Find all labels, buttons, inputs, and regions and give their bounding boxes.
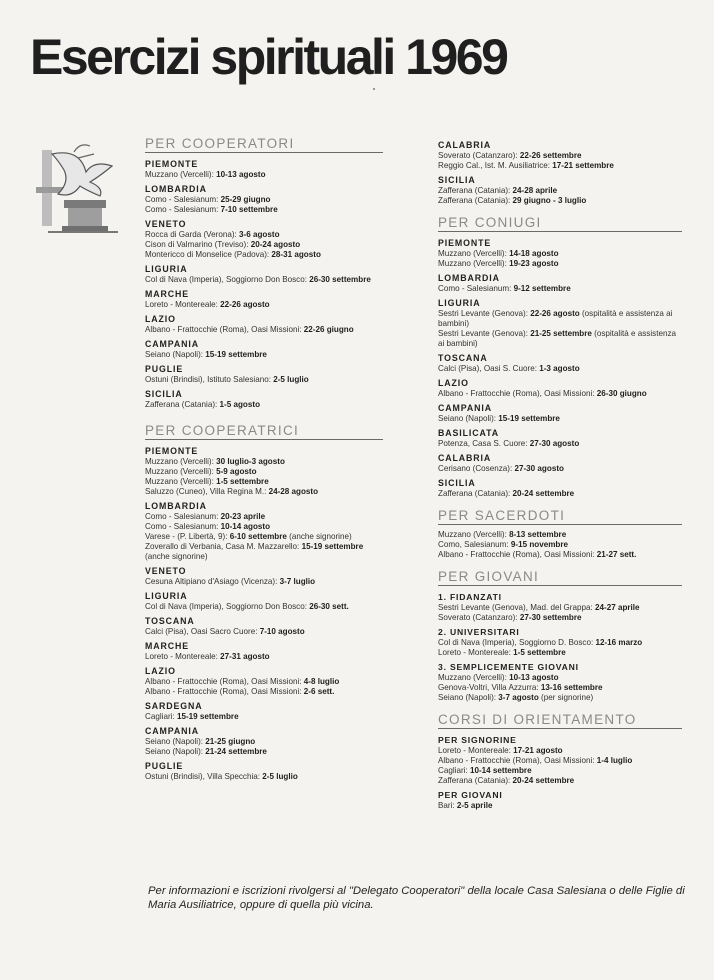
venue-text: Col di Nava (Imperia), Soggiorno D. Bosco: bbox=[438, 638, 596, 647]
schedule-line bbox=[145, 250, 383, 260]
date-text: 28-31 agosto bbox=[271, 250, 321, 259]
schedule-line bbox=[145, 477, 383, 487]
schedule-line bbox=[145, 772, 383, 782]
schedule-line bbox=[145, 747, 383, 757]
venue-text: Zafferana (Catania): bbox=[438, 196, 513, 205]
venue-text: Muzzano (Vercelli): bbox=[145, 467, 217, 476]
schedule-line bbox=[145, 677, 383, 687]
schedule-line bbox=[438, 540, 682, 550]
schedule-line bbox=[145, 712, 383, 722]
schedule-line bbox=[438, 161, 682, 171]
region-heading: LIGURIA bbox=[145, 264, 188, 274]
schedule-line bbox=[438, 673, 682, 683]
venue-text: Cagliari: bbox=[438, 766, 470, 775]
venue-text: Seiano (Napoli): bbox=[438, 693, 499, 702]
region-heading: LIGURIA bbox=[438, 298, 481, 308]
venue-text: Loreto - Montereale: bbox=[438, 648, 514, 657]
date-text: 19-23 agosto bbox=[509, 259, 559, 268]
venue-text: Como - Salesianum: bbox=[145, 205, 221, 214]
schedule-line bbox=[145, 195, 383, 205]
page-title: Esercizi spirituali 1969 bbox=[30, 29, 507, 85]
schedule-line bbox=[438, 151, 682, 161]
region-heading: LAZIO bbox=[145, 666, 176, 676]
date-text: 20-24 agosto bbox=[250, 240, 301, 249]
region-heading: CAMPANIA bbox=[438, 403, 492, 413]
venue-text: Bari: bbox=[438, 801, 457, 810]
schedule-line bbox=[438, 613, 682, 623]
date-text: 14-18 agosto bbox=[509, 249, 559, 258]
venue-text: Cagliari: bbox=[145, 712, 177, 721]
schedule-line bbox=[145, 400, 383, 410]
venue-text: Cison di Valmarino (Treviso): bbox=[145, 240, 251, 249]
venue-text: Como - Salesianum: bbox=[145, 522, 221, 531]
schedule-line bbox=[438, 648, 682, 658]
venue-text: Reggio Cal., Ist. M. Ausiliatrice: bbox=[438, 161, 553, 170]
date-text: 22-26 giugno bbox=[303, 325, 354, 334]
schedule-line bbox=[438, 756, 682, 766]
venue-text: Loreto - Montereale: bbox=[145, 652, 221, 661]
date-text: 26-30 giugno bbox=[596, 389, 647, 398]
schedule-line bbox=[145, 522, 383, 532]
venue-text: Loreto - Montereale: bbox=[438, 746, 514, 755]
region-heading: PUGLIE bbox=[145, 761, 184, 771]
date-text: 7-10 agosto bbox=[259, 627, 305, 636]
schedule-line bbox=[438, 693, 682, 703]
region-heading: CALABRIA bbox=[438, 453, 492, 463]
region-heading: LAZIO bbox=[438, 378, 469, 388]
schedule-line bbox=[438, 683, 682, 693]
schedule-line bbox=[438, 414, 682, 424]
venue-text: Zafferana (Catania): bbox=[145, 400, 220, 409]
venue-text: Albano - Frattocchie (Roma), Oasi Missioni: bbox=[145, 687, 304, 696]
date-text: 1-5 settembre bbox=[216, 477, 269, 486]
venue-text: Zafferana (Catania): bbox=[438, 776, 513, 785]
schedule-line bbox=[145, 602, 383, 612]
date-text: 30 luglio-3 agosto bbox=[216, 457, 285, 466]
region-heading: TOSCANA bbox=[438, 353, 488, 363]
schedule-line bbox=[145, 487, 383, 497]
venue-text: Como, Salesianum: bbox=[438, 540, 511, 549]
date-text: 4-8 luglio bbox=[303, 677, 340, 686]
date-text: 15-19 settembre bbox=[301, 542, 364, 551]
venue-text: Varese - (P. Libertà, 9): bbox=[145, 532, 230, 541]
region-heading: SICILIA bbox=[438, 478, 476, 488]
schedule-line bbox=[145, 652, 383, 662]
schedule-line bbox=[145, 512, 383, 522]
date-text: 21-27 sett. bbox=[596, 550, 637, 559]
schedule-line bbox=[438, 309, 682, 329]
schedule-line bbox=[145, 542, 383, 562]
region-heading: LOMBARDIA bbox=[145, 501, 207, 511]
venue-text: Rocca di Garda (Verona): bbox=[145, 230, 240, 239]
date-text: 10-14 settembre bbox=[469, 766, 532, 775]
date-text: 24-28 aprile bbox=[512, 186, 558, 195]
venue-text: Ostuni (Brindisi), Istituto Salesiano: bbox=[145, 375, 274, 384]
section-heading: PER CONIUGI bbox=[438, 215, 682, 232]
date-text: 25-29 giugno bbox=[220, 195, 271, 204]
category-heading: 1. FIDANZATI bbox=[438, 592, 502, 602]
date-text: 24-28 agosto bbox=[268, 487, 319, 496]
date-text: 27-30 agosto bbox=[514, 464, 564, 473]
date-text: 2-5 aprile bbox=[456, 801, 493, 810]
region-heading: SARDEGNA bbox=[145, 701, 203, 711]
venue-text: Sestri Levante (Genova), Mad. del Grappa: bbox=[438, 603, 596, 612]
region-heading: VENETO bbox=[145, 219, 187, 229]
dove-emblem-icon bbox=[34, 138, 126, 236]
venue-text: Genova-Voltri, Villa Azzurra: bbox=[438, 683, 541, 692]
schedule-line bbox=[438, 284, 682, 294]
region-heading: CAMPANIA bbox=[145, 726, 199, 736]
schedule-line bbox=[145, 737, 383, 747]
date-text: 22-26 settembre bbox=[519, 151, 582, 160]
date-text: 3-7 agosto bbox=[498, 693, 539, 702]
venue-text: Muzzano (Vercelli): bbox=[145, 457, 217, 466]
venue-text: Soverato (Catanzaro): bbox=[438, 151, 520, 160]
region-heading: LOMBARDIA bbox=[145, 184, 207, 194]
note-text: (ospitalità e assistenza ai bambini) bbox=[438, 329, 677, 348]
date-text: 2-5 luglio bbox=[273, 375, 309, 384]
section-heading: PER COOPERATRICI bbox=[145, 423, 383, 440]
date-text: 20-24 settembre bbox=[512, 489, 575, 498]
date-text: 21-24 settembre bbox=[205, 747, 267, 756]
date-text: 2-6 sett. bbox=[303, 687, 335, 696]
venue-text: Muzzano (Vercelli): bbox=[438, 259, 510, 268]
schedule-line bbox=[145, 457, 383, 467]
venue-text: Sestri Levante (Genova): bbox=[438, 329, 531, 338]
venue-text: Albano - Frattocchie (Roma), Oasi Missioni: bbox=[438, 756, 597, 765]
region-heading: PIEMONTE bbox=[438, 238, 492, 248]
region-heading: MARCHE bbox=[145, 641, 190, 651]
venue-text: Ostuni (Brindisi), Villa Specchia: bbox=[145, 772, 263, 781]
note-text: (anche signorine) bbox=[286, 532, 352, 541]
date-text: 10-13 agosto bbox=[509, 673, 559, 682]
schedule-line bbox=[145, 532, 383, 542]
region-heading: PIEMONTE bbox=[145, 446, 199, 456]
venue-text: Muzzano (Vercelli): bbox=[438, 530, 510, 539]
date-text: 1-5 settembre bbox=[513, 648, 566, 657]
note-text: (anche signorine) bbox=[145, 552, 208, 561]
note-text: (per signorine) bbox=[538, 693, 594, 702]
right-column bbox=[438, 136, 682, 811]
date-text: 22-26 agosto bbox=[220, 300, 270, 309]
schedule-line bbox=[438, 550, 682, 560]
venue-text: Como - Salesianum: bbox=[145, 195, 221, 204]
section-heading: PER COOPERATORI bbox=[145, 136, 383, 153]
venue-text: Como - Salesianum: bbox=[438, 284, 514, 293]
date-text: 24-27 aprile bbox=[595, 603, 640, 612]
venue-text: Cesuna Altipiano d'Asiago (Vicenza): bbox=[145, 577, 280, 586]
schedule-line bbox=[438, 259, 682, 269]
schedule-line bbox=[438, 389, 682, 399]
venue-text: Seiano (Napoli): bbox=[145, 747, 206, 756]
schedule-line bbox=[438, 638, 682, 648]
region-heading: SICILIA bbox=[438, 175, 476, 185]
region-heading: LOMBARDIA bbox=[438, 273, 500, 283]
region-heading: TOSCANA bbox=[145, 616, 195, 626]
schedule-line bbox=[145, 687, 383, 697]
left-column bbox=[145, 136, 383, 782]
category-heading: 3. SEMPLICEMENTE GIOVANI bbox=[438, 662, 579, 672]
region-heading: CAMPANIA bbox=[145, 339, 199, 349]
venue-text: Saluzzo (Cuneo), Villa Regina M.: bbox=[145, 487, 269, 496]
venue-text: Potenza, Casa S. Cuore: bbox=[438, 439, 530, 448]
date-text: 1-4 luglio bbox=[596, 756, 633, 765]
schedule-line bbox=[145, 275, 383, 285]
venue-text: Albano - Frattocchie (Roma), Oasi Missioni: bbox=[438, 550, 597, 559]
date-text: 5-9 agosto bbox=[216, 467, 257, 476]
category-heading: 2. UNIVERSITARI bbox=[438, 627, 520, 637]
date-text: 21-25 settembre bbox=[530, 329, 592, 338]
date-text: 22-26 agosto bbox=[530, 309, 580, 318]
region-heading: CALABRIA bbox=[438, 140, 492, 150]
schedule-line bbox=[145, 467, 383, 477]
venue-text: Muzzano (Vercelli): bbox=[145, 170, 217, 179]
date-text: 21-25 giugno bbox=[205, 737, 256, 746]
date-text: 17-21 settembre bbox=[552, 161, 614, 170]
date-text: 9-12 settembre bbox=[513, 284, 571, 293]
region-heading: MARCHE bbox=[145, 289, 190, 299]
schedule-line bbox=[438, 439, 682, 449]
venue-text: Zafferana (Catania): bbox=[438, 489, 513, 498]
section-heading: CORSI DI ORIENTAMENTO bbox=[438, 712, 682, 729]
venue-text: Zafferana (Catania): bbox=[438, 186, 513, 195]
schedule-line bbox=[438, 329, 682, 349]
region-heading: SICILIA bbox=[145, 389, 183, 399]
region-heading: LAZIO bbox=[145, 314, 176, 324]
print-speck bbox=[373, 88, 375, 90]
venue-text: Seiano (Napoli): bbox=[145, 737, 206, 746]
schedule-line bbox=[438, 196, 682, 206]
date-text: 17-21 agosto bbox=[513, 746, 563, 755]
venue-text: Albano - Frattocchie (Roma), Oasi Missioni: bbox=[145, 325, 304, 334]
date-text: 1-3 agosto bbox=[539, 364, 580, 373]
date-text: 6-10 settembre bbox=[229, 532, 287, 541]
schedule-line bbox=[438, 364, 682, 374]
date-text: 2-5 luglio bbox=[262, 772, 298, 781]
schedule-line bbox=[145, 170, 383, 180]
date-text: 12-16 marzo bbox=[595, 638, 643, 647]
venue-text: Zoverallo di Verbania, Casa M. Mazzarello: bbox=[145, 542, 302, 551]
date-text: 26-30 sett. bbox=[309, 602, 349, 611]
footer-note: Per informazioni e iscrizioni rivolgersi al "Delegato Cooperatori" della locale Casa Salesiana o delle Figlie di Maria Ausiliatrice, oppure di quella più vicina. bbox=[148, 885, 685, 911]
date-text: 15-19 settembre bbox=[176, 712, 239, 721]
section-heading: PER SACERDOTI bbox=[438, 508, 682, 525]
date-text: 3-6 agosto bbox=[239, 230, 280, 239]
schedule-line bbox=[438, 464, 682, 474]
date-text: 27-30 agosto bbox=[529, 439, 580, 448]
date-text: 20-24 settembre bbox=[512, 776, 575, 785]
venue-text: Soverato (Catanzaro): bbox=[438, 613, 520, 622]
schedule-line bbox=[438, 776, 682, 786]
schedule-line bbox=[438, 801, 682, 811]
section-heading: PER GIOVANI bbox=[438, 569, 682, 586]
date-text: 13-16 settembre bbox=[540, 683, 603, 692]
venue-text: Loreto - Montereale: bbox=[145, 300, 221, 309]
schedule-line bbox=[145, 300, 383, 310]
schedule-line bbox=[145, 375, 383, 385]
date-text: 15-19 settembre bbox=[498, 414, 560, 423]
date-text: 27-30 settembre bbox=[519, 613, 582, 622]
venue-text: Albano - Frattocchie (Roma), Oasi Missioni: bbox=[145, 677, 304, 686]
group-heading: PER SIGNORINE bbox=[438, 735, 517, 745]
schedule-line bbox=[145, 627, 383, 637]
schedule-line bbox=[145, 240, 383, 250]
venue-text: Col di Nava (Imperia), Soggiorno Don Bosco: bbox=[145, 275, 310, 284]
venue-text: Cerisano (Cosenza): bbox=[438, 464, 515, 473]
schedule-line bbox=[438, 186, 682, 196]
schedule-line bbox=[438, 489, 682, 499]
schedule-line bbox=[145, 325, 383, 335]
venue-text: Seiano (Napoli): bbox=[145, 350, 206, 359]
venue-text: Muzzano (Vercelli): bbox=[438, 673, 510, 682]
group-heading: PER GIOVANI bbox=[438, 790, 503, 800]
date-text: 10-14 agosto bbox=[220, 522, 271, 531]
date-text: 3-7 luglio bbox=[279, 577, 316, 586]
region-heading: PUGLIE bbox=[145, 364, 184, 374]
venue-text: Calci (Pisa), Oasi Sacro Cuore: bbox=[145, 627, 260, 636]
region-heading: VENETO bbox=[145, 566, 187, 576]
schedule-line bbox=[145, 350, 383, 360]
venue-text: Sestri Levante (Genova): bbox=[438, 309, 531, 318]
date-text: 20-23 aprile bbox=[220, 512, 266, 521]
schedule-line bbox=[438, 249, 682, 259]
venue-text: Seiano (Napoli): bbox=[438, 414, 499, 423]
region-heading: BASILICATA bbox=[438, 428, 499, 438]
schedule-line bbox=[438, 530, 682, 540]
schedule-line bbox=[438, 746, 682, 756]
date-text: 9-15 novembre bbox=[510, 540, 569, 549]
date-text: 10-13 agosto bbox=[216, 170, 266, 179]
note-text: (ospitalità e assistenza ai bambini) bbox=[438, 309, 673, 328]
schedule-line bbox=[438, 766, 682, 776]
schedule-line bbox=[145, 205, 383, 215]
venue-text: Muzzano (Vercelli): bbox=[438, 249, 510, 258]
date-text: 1-5 agosto bbox=[219, 400, 261, 409]
venue-text: Montericco di Monselice (Padova): bbox=[145, 250, 272, 259]
schedule-line bbox=[438, 603, 682, 613]
venue-text: Como - Salesianum: bbox=[145, 512, 221, 521]
schedule-line bbox=[145, 577, 383, 587]
venue-text: Albano - Frattocchie (Roma), Oasi Missioni: bbox=[438, 389, 597, 398]
schedule-line bbox=[145, 230, 383, 240]
date-text: 15-19 settembre bbox=[205, 350, 267, 359]
date-text: 7-10 settembre bbox=[220, 205, 278, 214]
venue-text: Calci (Pisa), Oasi S. Cuore: bbox=[438, 364, 540, 373]
date-text: 8-13 settembre bbox=[509, 530, 567, 539]
venue-text: Muzzano (Vercelli): bbox=[145, 477, 217, 486]
date-text: 26-30 settembre bbox=[309, 275, 371, 284]
region-heading: LIGURIA bbox=[145, 591, 188, 601]
date-text: 29 giugno - 3 luglio bbox=[512, 196, 587, 205]
venue-text: Col di Nava (Imperia), Soggiorno Don Bosco: bbox=[145, 602, 310, 611]
region-heading: PIEMONTE bbox=[145, 159, 199, 169]
date-text: 27-31 agosto bbox=[220, 652, 270, 661]
